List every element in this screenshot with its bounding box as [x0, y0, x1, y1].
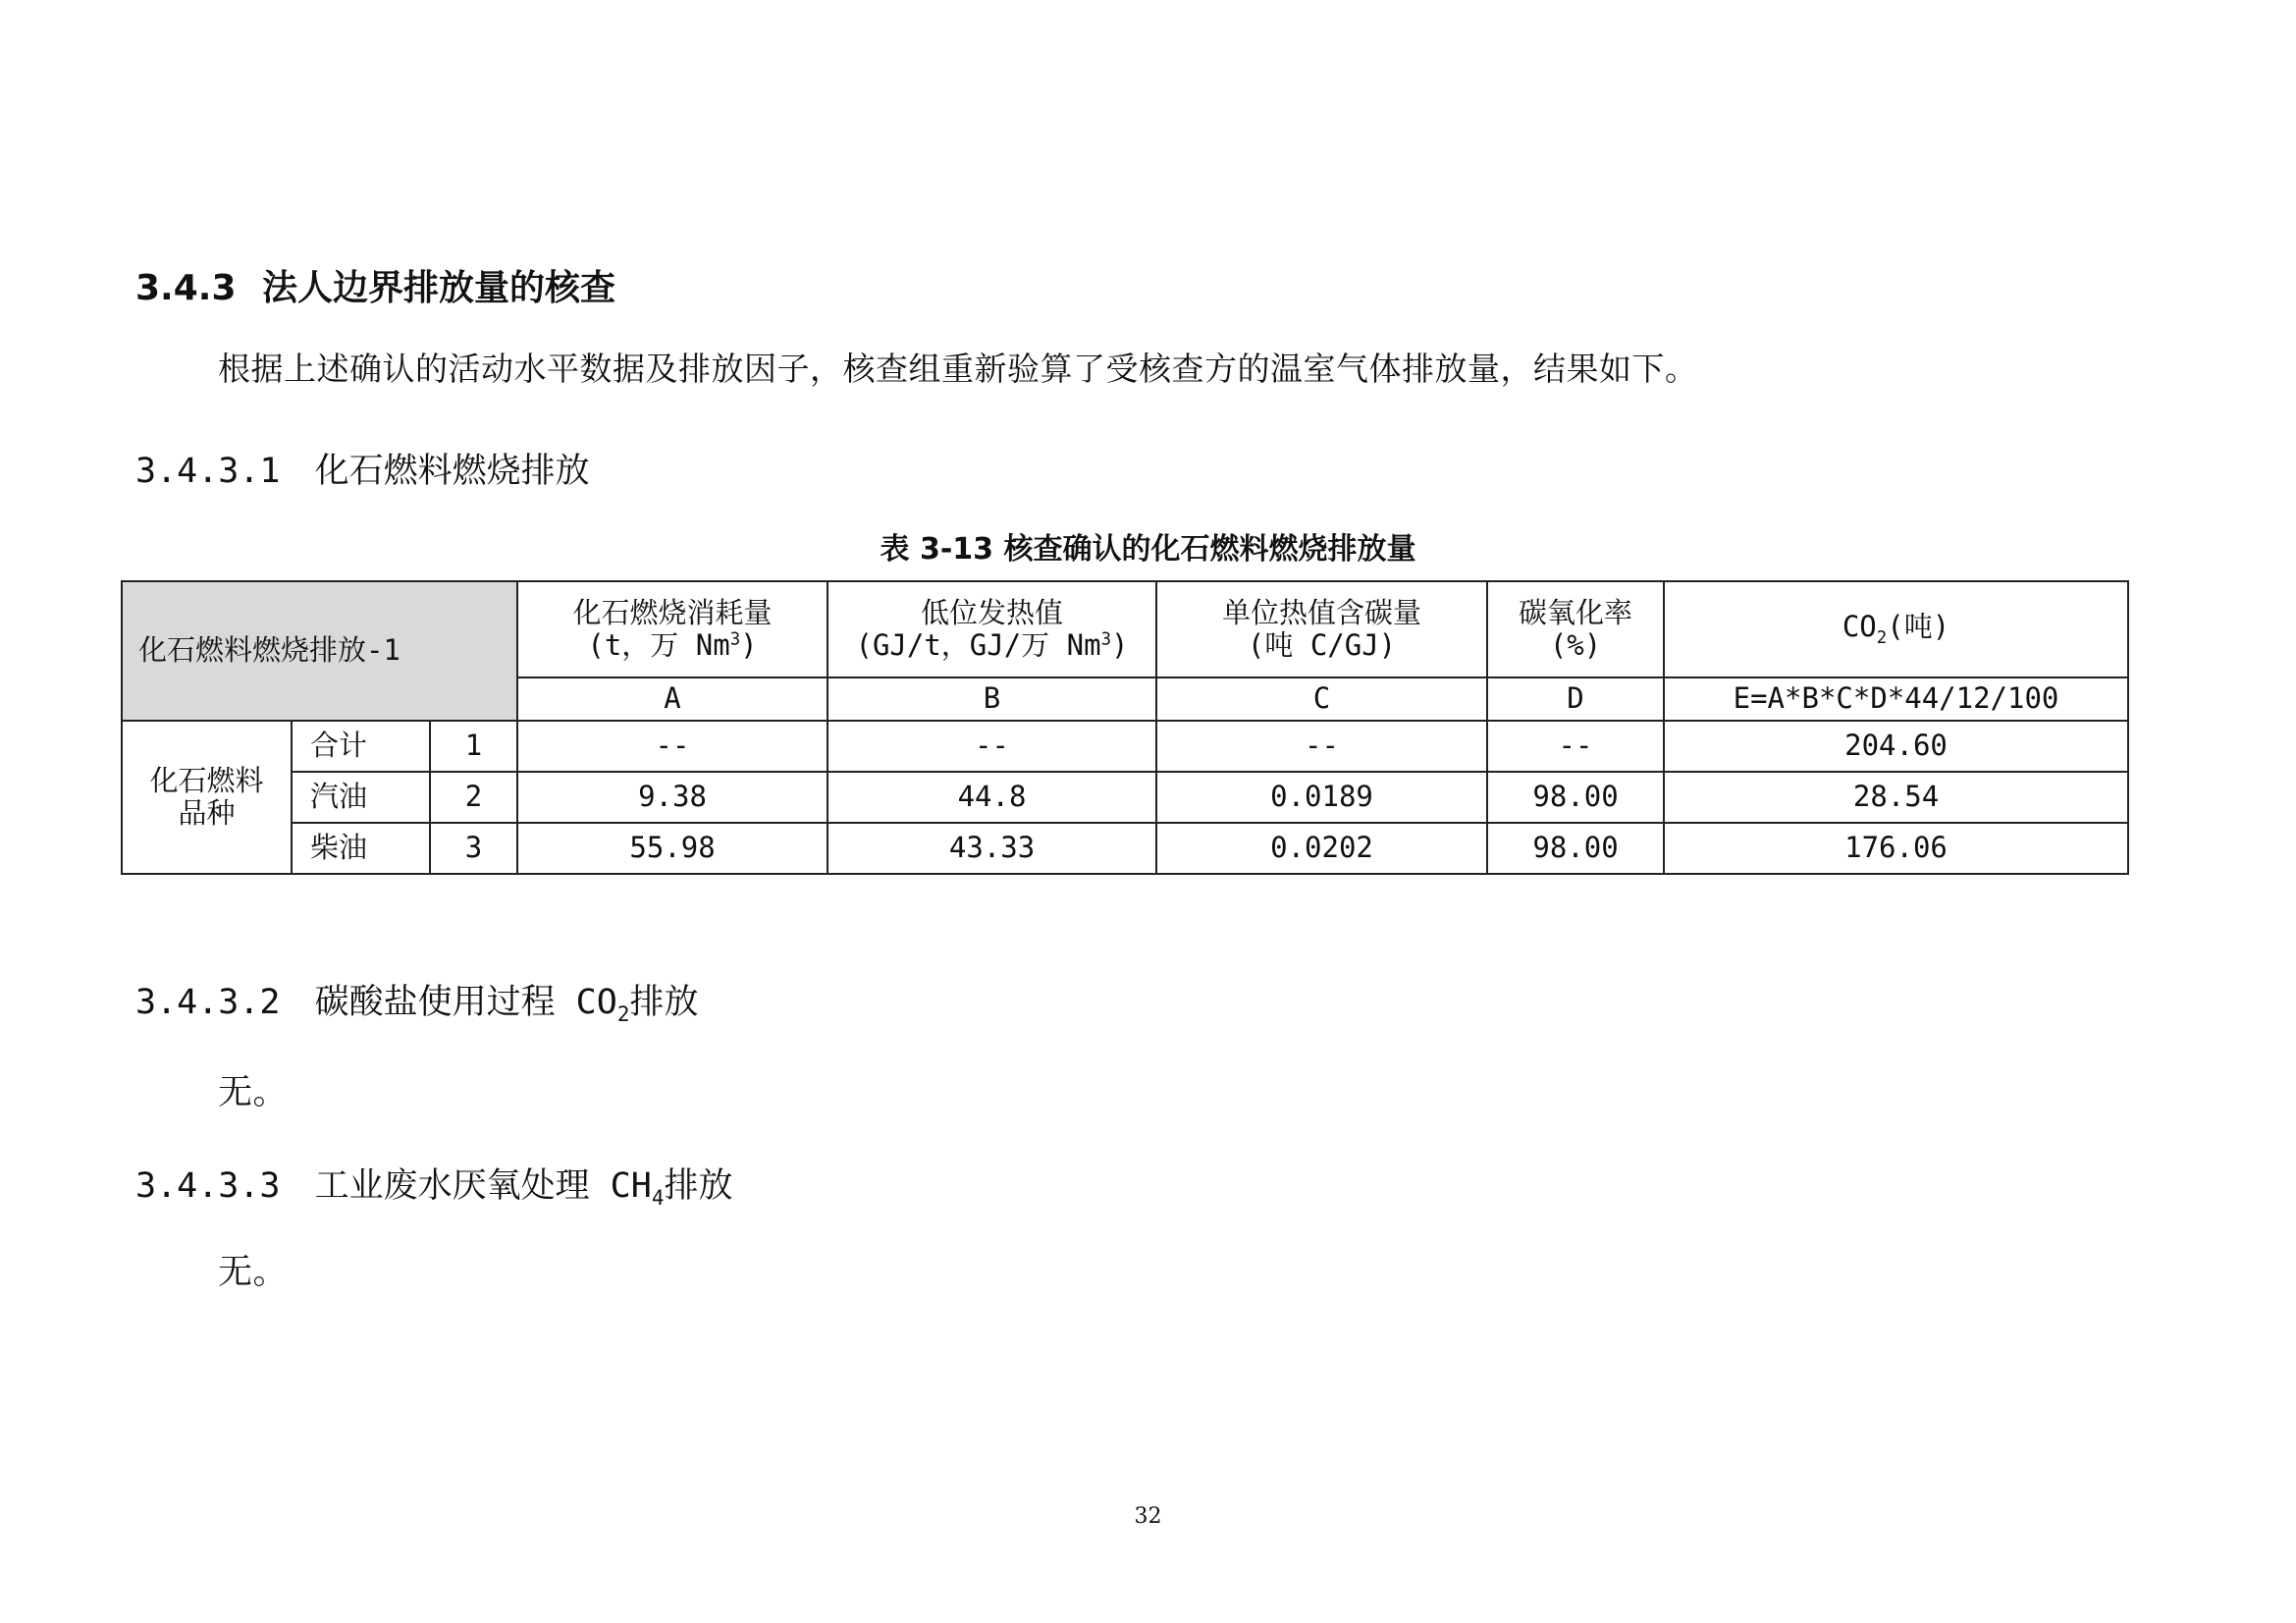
- section-number: 3.4.3.1: [135, 452, 281, 491]
- fuel-type-label: 化石燃料 品种: [122, 721, 292, 874]
- section-heading-3-4-3-3: [135, 1159, 732, 1210]
- cell-e: 176.06: [1664, 823, 2128, 874]
- section-title: 碳酸盐使用过程 $CO_2$排放: [314, 983, 699, 1026]
- cell-c: 0.0189: [1156, 772, 1487, 823]
- cell-e: 28.54: [1664, 772, 2128, 823]
- table-row: [122, 772, 2128, 823]
- row-name: 柴油: [292, 823, 430, 874]
- intro-paragraph: 根据上述确认的活动水平数据及排放因子，核查组重新验算了受核查方的温室气体排放量，结果如下。: [218, 350, 1698, 388]
- cell-d: 98.00: [1487, 823, 1664, 874]
- header-oxidation-rate: 碳氧化率 (%): [1487, 581, 1664, 677]
- cell-b: 44.8: [828, 772, 1156, 823]
- table-row: [122, 823, 2128, 874]
- row-index: 2: [430, 772, 517, 823]
- header-heating-value: 低位发热值 (GJ/t，GJ/万 Nm$^3$): [828, 581, 1156, 677]
- table-corner-label: 化石燃料燃烧排放-1: [122, 581, 517, 721]
- cell-e: 204.60: [1664, 721, 2128, 772]
- cell-a: --: [517, 721, 828, 772]
- table-header-row: [122, 581, 2128, 677]
- header-carbon-content: 单位热值含碳量 (吨 C/GJ): [1156, 581, 1487, 677]
- code-c: C: [1156, 677, 1487, 721]
- code-b: B: [828, 677, 1156, 721]
- cell-d: 98.00: [1487, 772, 1664, 823]
- section-title: 法人边界排放量的核查: [262, 268, 616, 308]
- section-body-3-4-3-2: 无。: [218, 1073, 289, 1112]
- cell-a: 9.38: [517, 772, 828, 823]
- section-heading-3-4-3: [135, 260, 615, 310]
- section-number: 3.4.3.2: [135, 983, 281, 1022]
- section-title: 工业废水厌氧处理 $CH_4$排放: [314, 1166, 733, 1210]
- section-heading-3-4-3-1: [135, 444, 590, 493]
- section-body-3-4-3-3: 无。: [218, 1253, 289, 1292]
- row-name: 合计: [292, 721, 430, 772]
- table-row: [122, 721, 2128, 772]
- row-index: 3: [430, 823, 517, 874]
- header-co2: $CO_2$(吨): [1664, 581, 2128, 677]
- row-name: 汽油: [292, 772, 430, 823]
- code-a: A: [517, 677, 828, 721]
- table-caption: 表 3-13 核查确认的化石燃料燃烧排放量: [880, 532, 1416, 567]
- section-title: 化石燃料燃烧排放: [314, 452, 590, 491]
- cell-c: --: [1156, 721, 1487, 772]
- code-e: E=A*B*C*D*44/12/100: [1664, 677, 2128, 721]
- cell-b: 43.33: [828, 823, 1156, 874]
- cell-b: --: [828, 721, 1156, 772]
- row-index: 1: [430, 721, 517, 772]
- cell-a: 55.98: [517, 823, 828, 874]
- code-d: D: [1487, 677, 1664, 721]
- header-consumption: 化石燃烧消耗量 (t，万 Nm$^3$): [517, 581, 828, 677]
- section-number: 3.4.3: [135, 268, 237, 308]
- cell-d: --: [1487, 721, 1664, 772]
- section-number: 3.4.3.3: [135, 1166, 281, 1206]
- cell-c: 0.0202: [1156, 823, 1487, 874]
- section-heading-3-4-3-2: [135, 975, 698, 1026]
- emissions-table: [121, 580, 2129, 875]
- page-number: 32: [1134, 1504, 1162, 1529]
